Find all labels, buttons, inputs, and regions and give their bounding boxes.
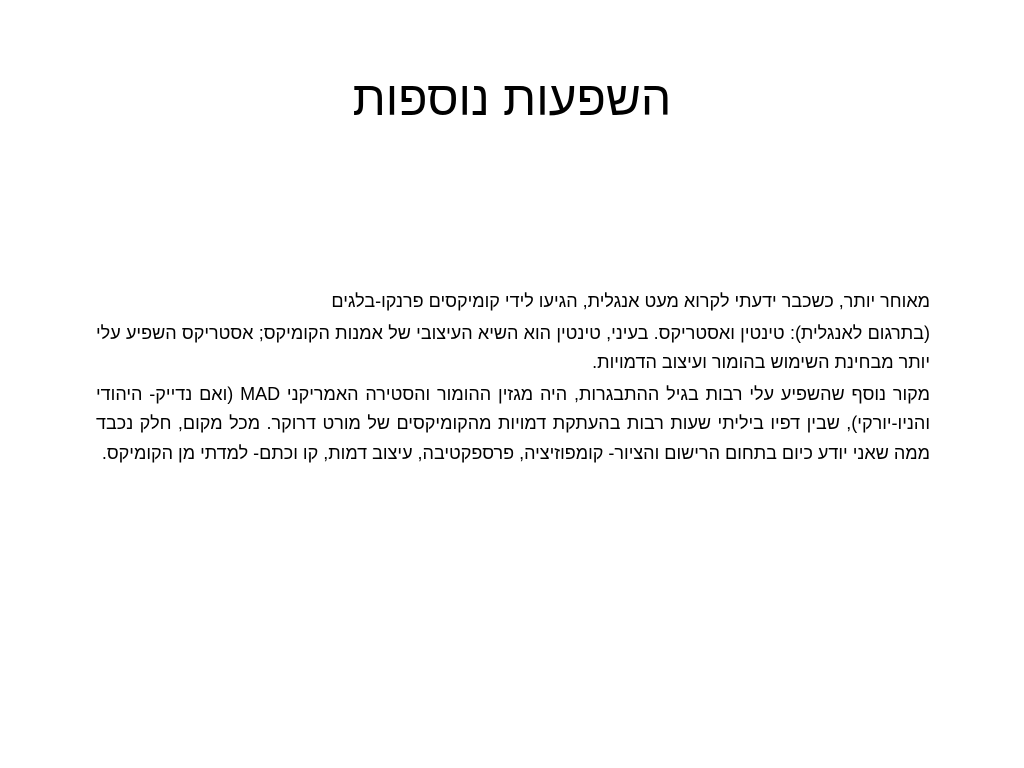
paragraph-mad-magazine: מקור נוסף שהשפיע עלי רבות בגיל ההתבגרות, היה מגזין ההומור והסטירה האמריקני MAD (ואם נדייק- היהודי והניו-יורקי), שבין דפיו ביליתי שעות רבות בהעתקת דמויות מהקומיקסים של מורט דרוקר. מכל מקום, חלק נכבד ממה שאני יודע כיום בתחום הרישום והציור- קומפוזיציה, פרספקטיבה, עיצוב דמות, קו וכתם- למדתי מן הקומיקס.	[96, 383, 930, 463]
paragraph-tintin-asterix: (בתרגום לאנגלית): טינטין ואסטריקס. בעיני, טינטין הוא השיא העיצובי של אמנות הקומיקס; אסטריקס השפיע עלי יותר מבחינת השימוש בהומור ועיצוב הדמויות.	[96, 322, 930, 372]
paragraph-franco-belgian-comics: מאוחר יותר, כשכבר ידעתי לקרוא מעט אנגלית, הגיעו לידי קומיקסים פרנקו-בלגים	[331, 291, 930, 311]
slide-title: השפעות נוספות	[352, 73, 672, 126]
slide-body	[96, 287, 930, 468]
